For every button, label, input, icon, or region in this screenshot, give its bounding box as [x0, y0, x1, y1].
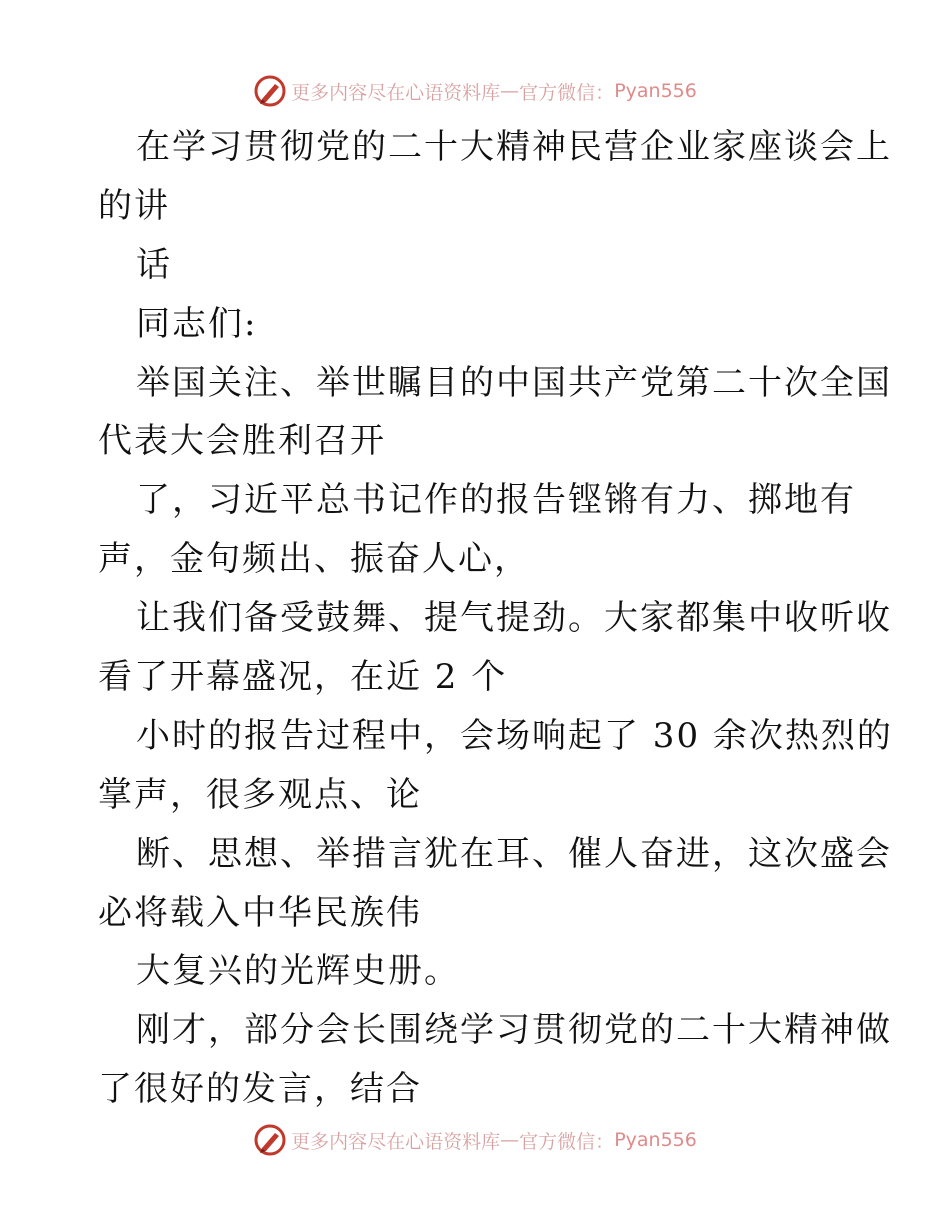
footer-brand-text: 更多内容尽在心语资料库 — [291, 1130, 501, 1153]
body-line-2: 的讲 — [98, 185, 170, 226]
body-line-4: 同志们: — [136, 303, 258, 344]
speech-body — [98, 118, 893, 1119]
body-line-15: 大复兴的光辉史册。 — [136, 951, 460, 992]
body-line-8: 声，金句频出、振奋人心， — [98, 539, 530, 580]
footer-wechat-id: Pyan556 — [614, 1129, 697, 1151]
body-line-17: 了很好的发言，结合 — [98, 1069, 422, 1110]
footer-watermark-banner — [0, 1120, 950, 1160]
body-line-9: 让我们备受鼓舞、提气提劲。大家都集中收听收 — [136, 598, 892, 639]
header-wechat-id: Pyan556 — [614, 80, 697, 102]
body-line-7: 了，习近平总书记作的报告铿锵有力、掷地有 — [136, 480, 856, 521]
body-line-14: 必将载入中华民族伟 — [98, 892, 422, 933]
body-line-6: 代表大会胜利召开 — [98, 421, 386, 462]
header-official-label: 官方微信： — [519, 81, 615, 104]
header-watermark-banner — [0, 71, 950, 111]
header-dash: — — [500, 80, 520, 102]
body-line-10: 看了开幕盛况，在近 2 个 — [98, 657, 508, 698]
body-line-3: 话 — [136, 244, 172, 285]
header-brand-text: 更多内容尽在心语资料库 — [291, 81, 501, 104]
body-line-1: 在学习贯彻党的二十大精神民营企业家座谈会上 — [136, 127, 892, 167]
footer-official-label: 官方微信： — [519, 1130, 615, 1153]
body-line-16: 刚才，部分会长围绕学习贯彻党的二十大精神做 — [136, 1010, 892, 1051]
body-line-13: 断、思想、举措言犹在耳、催人奋进，这次盛会 — [136, 833, 892, 874]
footer-dash: — — [500, 1129, 520, 1151]
pen-logo-icon — [253, 1123, 287, 1157]
body-line-12: 掌声，很多观点、论 — [98, 774, 422, 815]
body-line-5: 举国关注、举世瞩目的中国共产党第二十次全国 — [136, 362, 892, 403]
pen-logo-icon — [253, 74, 287, 108]
body-line-11: 小时的报告过程中，会场响起了 30 余次热烈的 — [136, 715, 893, 756]
